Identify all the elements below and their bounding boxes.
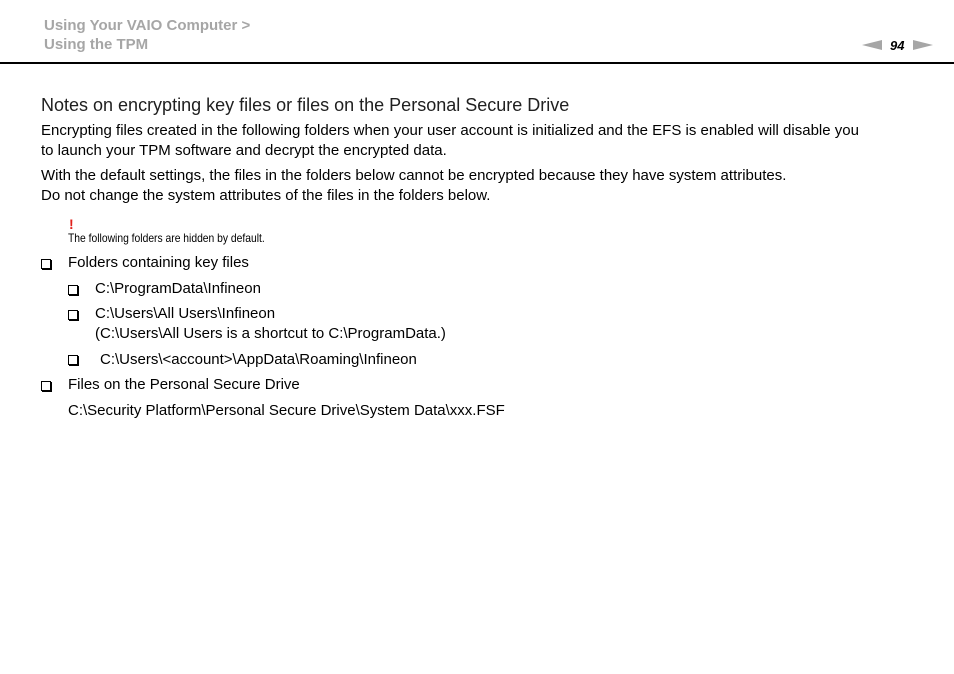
- page-number: 94: [890, 37, 905, 53]
- list-item-secure-drive: Files on the Personal Secure Drive: [68, 376, 300, 393]
- list-subitem-all-users-note: (C:\Users\All Users is a shortcut to C:\ProgramData.): [95, 325, 446, 342]
- checkbox-bullet-icon: [41, 259, 51, 269]
- paragraph-2-line-2: Do not change the system attributes of the files in the folders below.: [41, 187, 491, 204]
- list-item-secure-drive-path: C:\Security Platform\Personal Secure Drive\System Data\xxx.FSF: [68, 402, 505, 419]
- previous-page-arrow-icon[interactable]: [862, 40, 882, 50]
- note-text: The following folders are hidden by default.: [68, 231, 265, 245]
- paragraph-1-line-2: to launch your TPM software and decrypt the encrypted data.: [41, 142, 447, 159]
- next-page-arrow-icon[interactable]: [913, 40, 933, 50]
- note-exclamation-icon: !: [69, 216, 74, 232]
- list-item-key-files: Folders containing key files: [68, 254, 249, 271]
- checkbox-bullet-icon: [68, 310, 78, 320]
- page-navigation: [862, 36, 933, 54]
- page-header: [0, 0, 954, 64]
- section-title: Notes on encrypting key files or files on the Personal Secure Drive: [41, 95, 570, 115]
- paragraph-2-line-1: With the default settings, the files in the folders below cannot be encrypted because they have system attributes.: [41, 167, 787, 184]
- checkbox-bullet-icon: [41, 381, 51, 391]
- list-subitem-all-users: C:\Users\All Users\Infineon: [95, 305, 276, 322]
- paragraph-1-line-1: Encrypting files created in the following folders when your user account is initialized and the EFS is enabled will disable you: [41, 122, 859, 139]
- breadcrumb-section[interactable]: Using the TPM: [44, 36, 149, 53]
- checkbox-bullet-icon: [68, 355, 78, 365]
- header-divider: [0, 62, 954, 64]
- checkbox-bullet-icon: [68, 285, 78, 295]
- breadcrumb-chapter[interactable]: Using Your VAIO Computer >: [44, 17, 251, 34]
- list-subitem-programdata: C:\ProgramData\Infineon: [95, 280, 261, 297]
- list-subitem-appdata: C:\Users\<account>\AppData\Roaming\Infineon: [100, 351, 417, 368]
